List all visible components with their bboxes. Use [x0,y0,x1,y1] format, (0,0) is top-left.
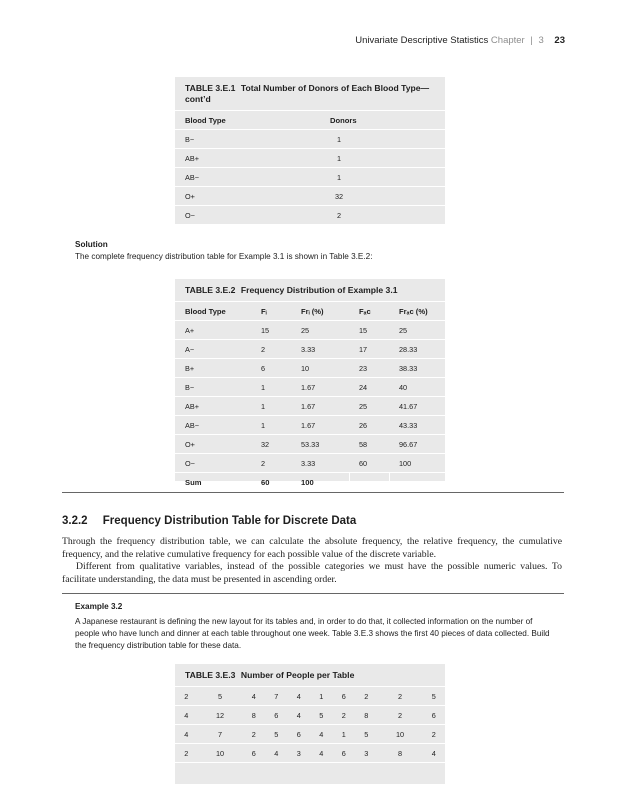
table-cell: 40 [389,378,445,397]
table-cell: B− [175,378,251,397]
table-cell: 2 [251,340,291,359]
table-row [175,187,445,206]
table-cell: 2 [423,725,446,744]
paragraph: Different from qualitative variables, instead of the possible categories we must have the possible numeric values. To facilitate understanding, the data must be presented in ascending order. [62,561,562,585]
example-label: Example 3.2 [75,602,123,611]
example-top-rule [62,593,564,594]
column-header: Frᵢ (%) [291,302,349,321]
table-cell: 6 [243,744,266,763]
table-cell: 3.33 [291,340,349,359]
table-cell: 1 [251,378,291,397]
column-header: Fᵢ [251,302,291,321]
table-3e3 [175,664,445,784]
table-row [175,378,445,397]
table-cell: 7 [265,687,288,706]
table-3e1-caption [175,77,445,110]
table-row [175,206,445,225]
table-cell: 32 [251,435,291,454]
table-cell: 4 [288,687,311,706]
table-cell: AB− [175,168,320,187]
table-cell: 25 [349,397,389,416]
table-cell: 1 [320,149,445,168]
table-cell: 4 [243,687,266,706]
table-cell: 8 [355,706,378,725]
table-cell: 1 [333,725,356,744]
section-number: 3.2.2 [62,515,88,527]
table-cell: 4 [175,725,198,744]
table-cell: 5 [198,687,243,706]
table-cell: 2 [251,454,291,473]
table-cell: 1 [251,416,291,435]
column-header: Donors [320,111,445,130]
table-cell: 38.33 [389,359,445,378]
table-cell: O− [175,454,251,473]
table-cell: 15 [349,321,389,340]
table-cell: 5 [423,687,446,706]
table-cell: 12 [198,706,243,725]
table-cell: 100 [291,473,349,492]
table-row [175,687,445,706]
table-cell: B+ [175,359,251,378]
table-cell: 2 [333,706,356,725]
table-cell: 10 [378,725,423,744]
table-cell: 6 [423,706,446,725]
column-header: Fₐc [349,302,389,321]
table-cell: 8 [243,706,266,725]
table-cell: 41.67 [389,397,445,416]
table-cell: 100 [389,454,445,473]
section-divider [62,492,564,493]
table-cell: AB− [175,416,251,435]
table-3e3-title: Number of People per Table [240,670,355,680]
table-cell: 1 [251,397,291,416]
table-cell: 2 [175,744,198,763]
table-cell: 6 [333,744,356,763]
table-3e3-number: TABLE 3.E.3 [185,670,236,680]
column-header: Frₐc (%) [389,302,445,321]
table-row [175,744,445,763]
table-cell: AB+ [175,149,320,168]
table-cell: 25 [291,321,349,340]
table-cell: 3.33 [291,454,349,473]
table-cell: B− [175,130,320,149]
column-header: Blood Type [175,302,251,321]
table-cell: 4 [310,725,333,744]
table-cell: 2 [243,725,266,744]
table-cell: O+ [175,435,251,454]
table-cell: 5 [355,725,378,744]
table-cell: 1.67 [291,397,349,416]
section-title: Frequency Distribution Table for Discrete Data [102,515,357,527]
table-row [175,725,445,744]
table-row [175,706,445,725]
table-cell: 7 [198,725,243,744]
running-header [355,35,565,46]
table-cell: 24 [349,378,389,397]
column-header: Blood Type [175,111,320,130]
table-row [175,149,445,168]
table-row [175,416,445,435]
table-cell: 15 [251,321,291,340]
table-3e2-title: Frequency Distribution of Example 3.1 [240,285,398,295]
solution-label: Solution [75,240,108,249]
header-chapter-number: 3 [538,35,544,46]
table-cell: 43.33 [389,416,445,435]
table-cell: 4 [310,744,333,763]
table-cell: 4 [265,744,288,763]
table-cell: 60 [349,454,389,473]
table-row [175,454,445,473]
table-cell: Sum [175,473,251,492]
table-cell: 4 [288,706,311,725]
table-row [175,359,445,378]
table-cell: A− [175,340,251,359]
table-3e2-caption [175,279,445,301]
table-header-row [175,111,445,130]
table-cell: 58 [349,435,389,454]
table-cell: 1 [320,168,445,187]
table-cell: 3 [288,744,311,763]
table-cell: AB+ [175,397,251,416]
table-cell: 60 [251,473,291,492]
table-cell: 6 [288,725,311,744]
table-cell: 5 [310,706,333,725]
table-cell: 2 [355,687,378,706]
table-row [175,435,445,454]
table-cell: 1 [310,687,333,706]
table-cell: 3 [355,744,378,763]
table-row [175,397,445,416]
table-cell: 32 [320,187,445,206]
table-3e1 [175,77,445,225]
header-chapter-label: Chapter [490,35,525,46]
table-cell: 53.33 [291,435,349,454]
table-cell: 4 [423,744,446,763]
table-cell: 17 [349,340,389,359]
table-cell: 1.67 [291,378,349,397]
table-cell: 2 [320,206,445,225]
table-cell: 5 [265,725,288,744]
table-cell: 1.67 [291,416,349,435]
table-cell [349,473,389,492]
example-text: A Japanese restaurant is defining the new layout for its tables and, in order to do that, it collected information on the number of people who have lunch and dinner at each table throughout one week. Table 3.E.3 shows the first 40 pieces of data collected. Build the frequency distribution table for these data. [75,617,550,650]
table-cell: 6 [265,706,288,725]
table-cell: 2 [175,687,198,706]
table-cell: 1 [320,130,445,149]
table-cell: 2 [378,687,423,706]
table-cell: A+ [175,321,251,340]
table-3e2-number: TABLE 3.E.2 [185,285,236,295]
header-title: Univariate Descriptive Statistics [355,35,489,46]
header-separator: | [530,35,533,46]
table-cell: 10 [198,744,243,763]
table-3e1-number: TABLE 3.E.1 [185,83,236,93]
table-cell: 23 [349,359,389,378]
table-cell: 25 [389,321,445,340]
section-heading [62,515,356,527]
table-row [175,340,445,359]
table-cell: 6 [333,687,356,706]
table-row [175,168,445,187]
table-header-row [175,302,445,321]
table-cell: O+ [175,187,320,206]
section-body [62,536,562,586]
table-row [175,321,445,340]
table-cell: 8 [378,744,423,763]
table-cell: 10 [291,359,349,378]
table-3e2 [175,279,445,487]
table-cell: 26 [349,416,389,435]
table-cell: 96.67 [389,435,445,454]
table-sum-row [175,473,445,492]
table-cell [389,473,445,492]
table-cell: 2 [378,706,423,725]
table-cell: 28.33 [389,340,445,359]
table-3e1-title: Total Number of Donors of Each Blood Type—cont’d [185,83,430,104]
table-row [175,130,445,149]
paragraph: Through the frequency distribution table, we can calculate the absolute frequency, the relative frequency, the cumulative frequency, and the relative cumulative frequency for each possible value of the discrete variable. [62,536,562,560]
table-3e3-caption [175,664,445,686]
page-number: 23 [554,35,565,46]
table-cell: O− [175,206,320,225]
solution-text: The complete frequency distribution table for Example 3.1 is shown in Table 3.E.2: [75,252,373,261]
table-cell: 6 [251,359,291,378]
table-cell: 4 [175,706,198,725]
